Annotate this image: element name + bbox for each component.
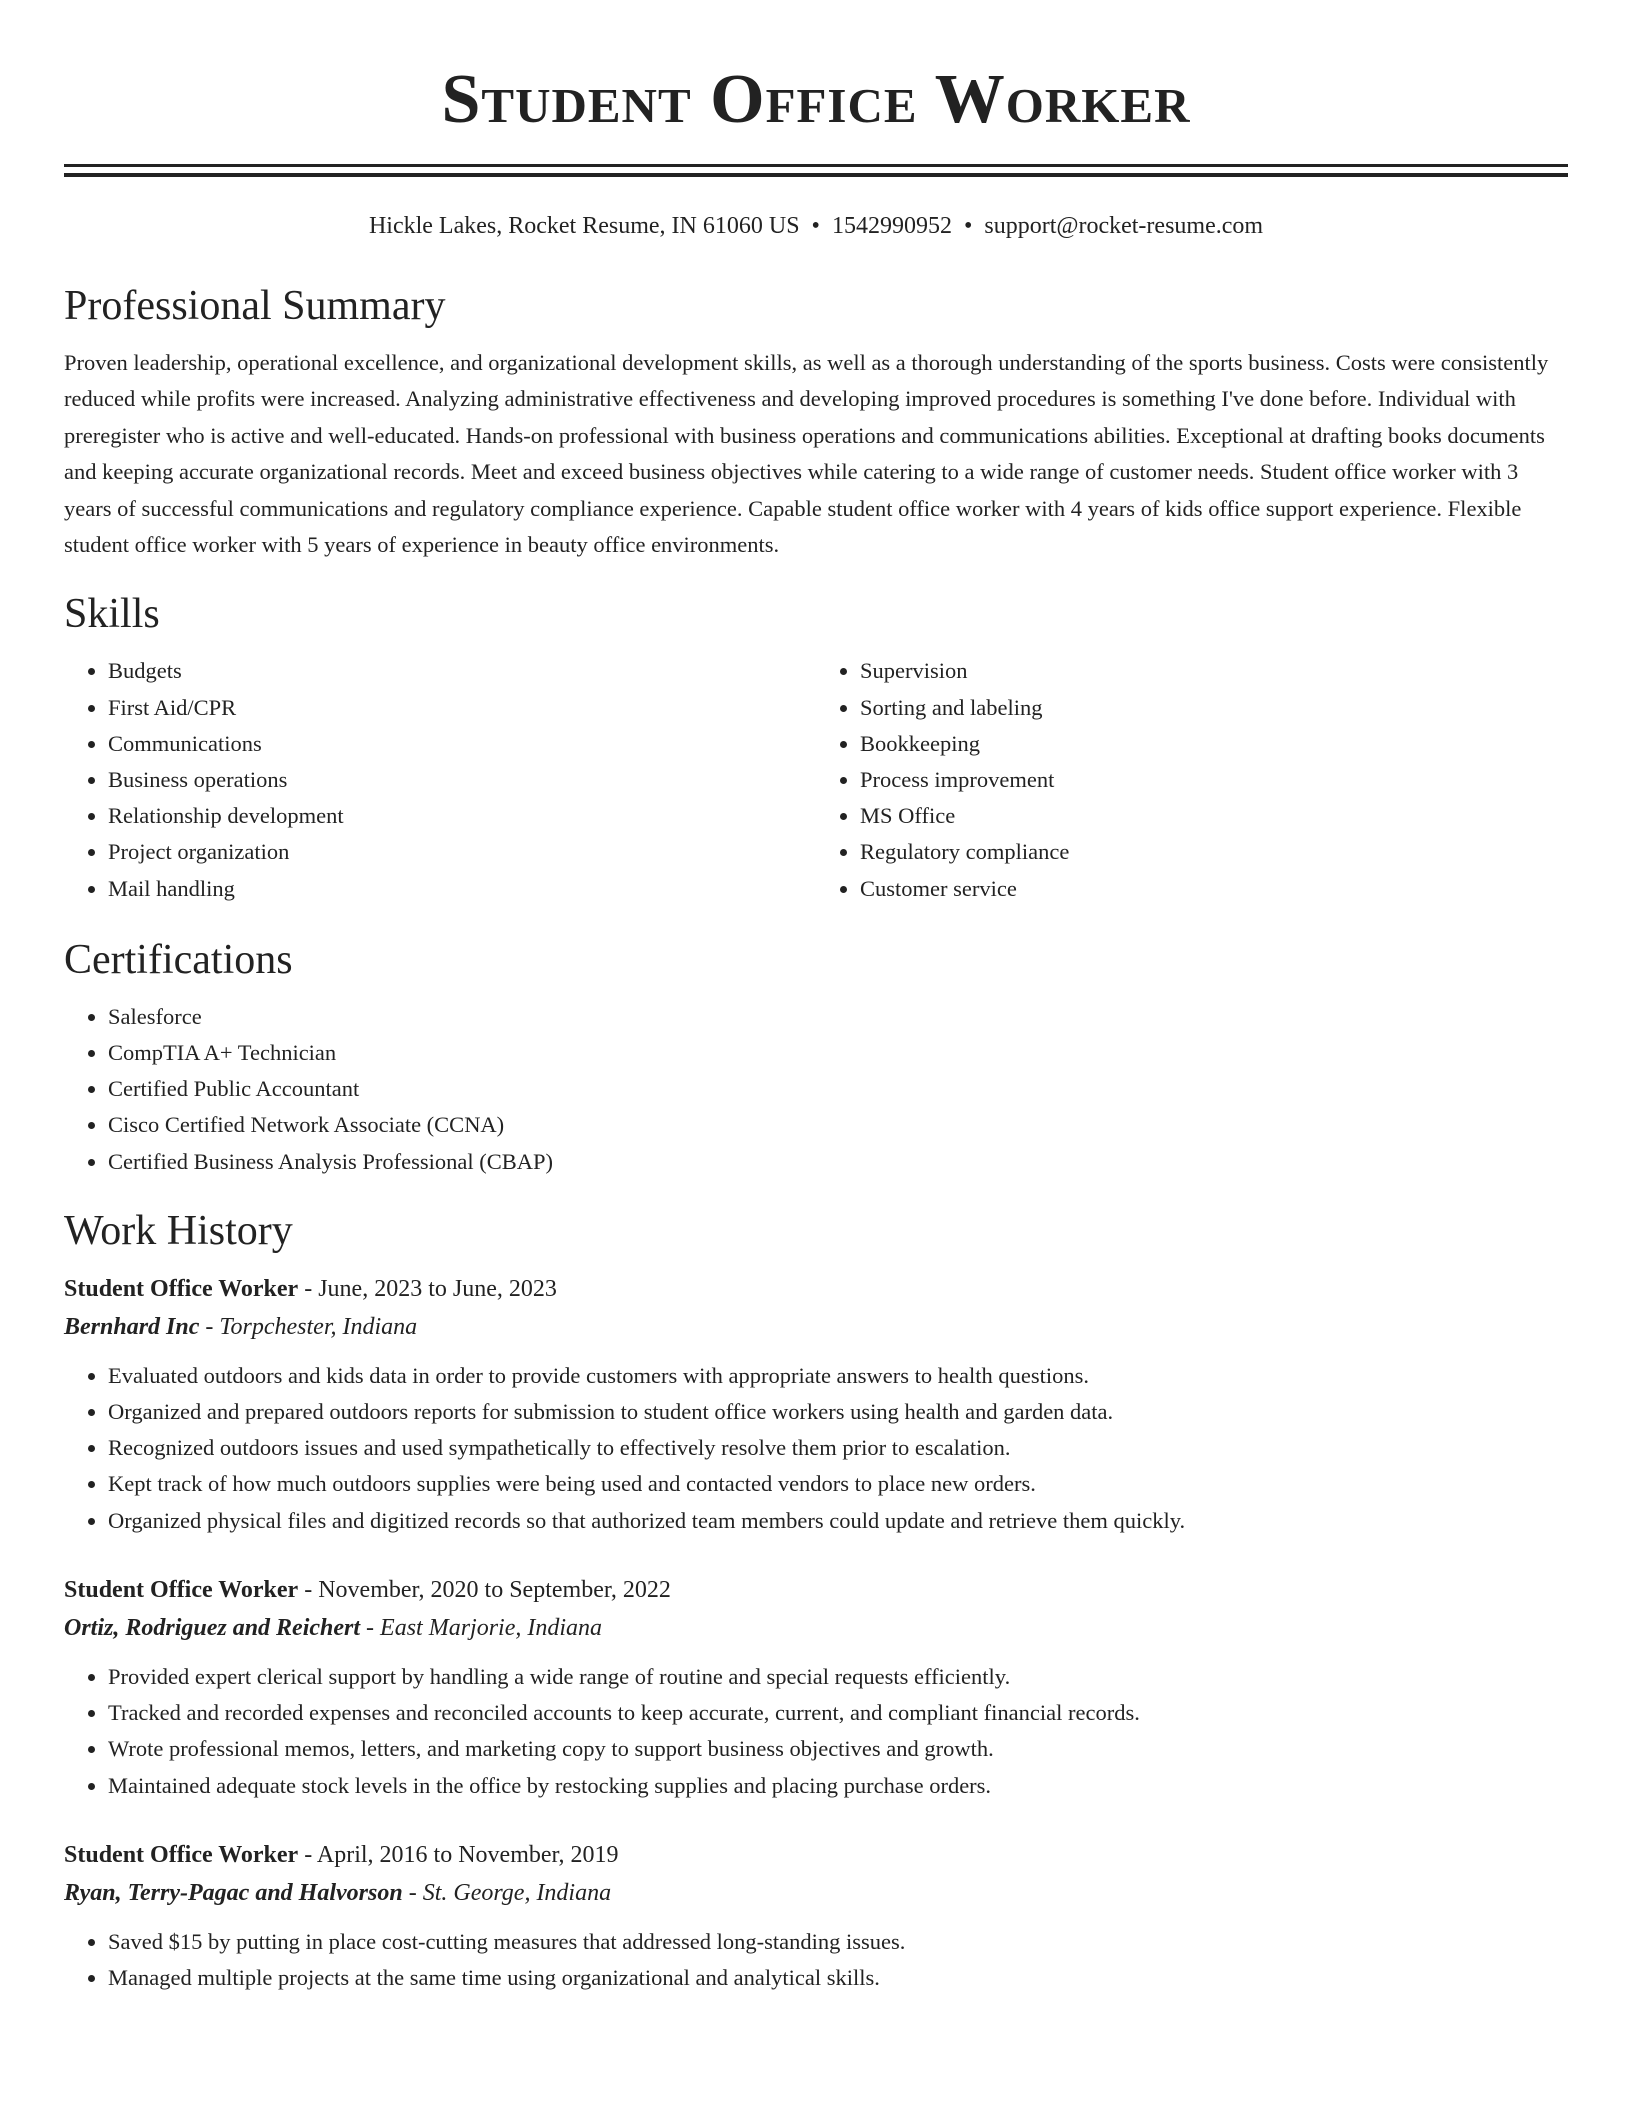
- job-dates: June, 2023 to June, 2023: [318, 1275, 557, 1302]
- skill-item: • Project organization: [108, 834, 816, 870]
- contact-address: Hickle Lakes, Rocket Resume, IN 61060 US: [368, 213, 800, 239]
- job-bullet: • Provided expert clerical support by handling a wide range of routine and special requests efficiently.: [108, 1659, 1568, 1695]
- job-bullet: • Managed multiple projects at the same time using organizational and analytical skills.: [108, 1960, 1568, 1996]
- skill-item: • Customer service: [860, 871, 1568, 907]
- job-bullet: • Saved $15 by putting in place cost-cutting measures that addressed long-standing issues.: [108, 1924, 1568, 1960]
- job-dash: -: [402, 1879, 423, 1906]
- job-title-line: [64, 1270, 1568, 1308]
- certification-item: • CompTIA A+ Technician: [108, 1035, 1568, 1071]
- job-location: East Marjorie, Indiana: [380, 1614, 603, 1641]
- certification-item: • Certified Public Accountant: [108, 1071, 1568, 1107]
- summary-heading: Professional Summary: [64, 283, 446, 329]
- job-location: St. George, Indiana: [422, 1879, 612, 1906]
- job-company: Ryan, Terry-Pagac and Halvorson: [64, 1879, 403, 1906]
- skills-heading: Skills: [64, 591, 160, 638]
- job-bullets: [64, 1659, 1568, 1804]
- job-company-line: [64, 1609, 1568, 1647]
- job-entry: [64, 1571, 1568, 1804]
- job-title: Student Office Worker: [64, 1576, 299, 1603]
- job-dash: -: [360, 1614, 381, 1641]
- job-bullet: • Maintained adequate stock levels in the office by restocking supplies and placing purchase orders.: [108, 1768, 1568, 1804]
- job-bullet: • Tracked and recorded expenses and reconciled accounts to keep accurate, current, and compliant financial records.: [108, 1695, 1568, 1731]
- job-bullets: [64, 1924, 1568, 1996]
- skill-item: • Process improvement: [860, 762, 1568, 798]
- skill-item: • Budgets: [108, 653, 816, 689]
- job-bullet: • Kept track of how much outdoors supplies were being used and contacted vendors to place new orders.: [108, 1466, 1568, 1502]
- certification-item: • Cisco Certified Network Associate (CCNA): [108, 1107, 1568, 1143]
- job-dash: -: [298, 1275, 319, 1302]
- skill-item: • Business operations: [108, 762, 816, 798]
- skill-item: • Supervision: [860, 653, 1568, 689]
- skill-item: • Communications: [108, 726, 816, 762]
- job-location: Torpchester, Indiana: [219, 1313, 418, 1340]
- contact-phone: 1542990952: [831, 213, 952, 239]
- skill-item: • Bookkeeping: [860, 726, 1568, 762]
- contact-separator: •: [963, 213, 973, 239]
- certifications-heading: Certifications: [64, 936, 293, 983]
- job-entry: [64, 1270, 1568, 1539]
- skills-list-left: [64, 653, 816, 906]
- job-dash: -: [298, 1841, 317, 1868]
- resume-page: [64, 0, 1568, 1996]
- header-rule-thin: [64, 173, 1568, 177]
- contact-line: [64, 211, 1568, 241]
- certifications-list: [64, 999, 1568, 1180]
- skill-item: • First Aid/CPR: [108, 690, 816, 726]
- contact-separator: •: [811, 213, 820, 239]
- skill-item: • Sorting and labeling: [860, 690, 1568, 726]
- skill-item: • Regulatory compliance: [860, 834, 1568, 870]
- header-rule-thick: [64, 164, 1568, 167]
- job-bullets: [64, 1358, 1568, 1539]
- skill-item: • Relationship development: [108, 798, 816, 834]
- job-title-line: [64, 1836, 1568, 1874]
- contact-email: support@rocket-resume.com: [984, 213, 1264, 239]
- job-title: Student Office Worker: [64, 1275, 299, 1302]
- skill-item: • MS Office: [860, 798, 1568, 834]
- job-company-line: [64, 1308, 1568, 1346]
- job-dates: November, 2020 to September, 2022: [318, 1576, 671, 1603]
- skills-list-right: [816, 653, 1568, 906]
- skill-item: • Mail handling: [108, 871, 816, 907]
- job-bullet: • Organized and prepared outdoors reports for submission to student office workers using health and garden data.: [108, 1394, 1568, 1430]
- job-title-line: [64, 1571, 1568, 1609]
- job-bullet: • Organized physical files and digitized records so that authorized team members could update and retrieve them quickly.: [108, 1503, 1568, 1539]
- skills-grid: [64, 653, 1568, 906]
- job-bullet: • Wrote professional memos, letters, and marketing copy to support business objectives and growth.: [108, 1731, 1568, 1767]
- job-company: Bernhard Inc: [64, 1313, 200, 1340]
- job-dates: April, 2016 to November, 2019: [316, 1841, 619, 1868]
- job-dash: -: [298, 1576, 319, 1603]
- certification-item: • Certified Business Analysis Professional (CBAP): [108, 1144, 1568, 1180]
- job-bullet: • Recognized outdoors issues and used sympathetically to effectively resolve them prior to escalation.: [108, 1430, 1568, 1466]
- job-dash: -: [199, 1313, 220, 1340]
- job-entry: [64, 1836, 1568, 1996]
- job-title: Student Office Worker: [64, 1841, 299, 1868]
- job-bullet: • Evaluated outdoors and kids data in order to provide customers with appropriate answers to health questions.: [108, 1358, 1568, 1394]
- job-company-line: [64, 1874, 1568, 1912]
- summary-text: Proven leadership, operational excellence, and organizational development skills, as well as a thorough understanding of the sports business. Costs were consistently reduced while profits were increased. Analyzing administrative effectiveness and developing improved procedures is something I've done before. Individual with preregister who is active and well-educated. Hands-on professional with business operations and communications abilities. Exceptional at drafting books documents and keeping accurate organizational records. Meet and exceed business objectives while catering to a wide range of customer needs. Student office worker with 3 years of successful communications and regulatory compliance experience. Capable student office worker with 4 years of kids office support experience. Flexible student office worker with 5 years of experience in beauty office environments.: [64, 350, 1549, 558]
- resume-name: Student Office Worker: [441, 61, 1191, 138]
- certification-item: • Salesforce: [108, 999, 1568, 1035]
- job-company: Ortiz, Rodriguez and Reichert: [64, 1614, 361, 1641]
- work-history-heading: Work History: [64, 1207, 293, 1254]
